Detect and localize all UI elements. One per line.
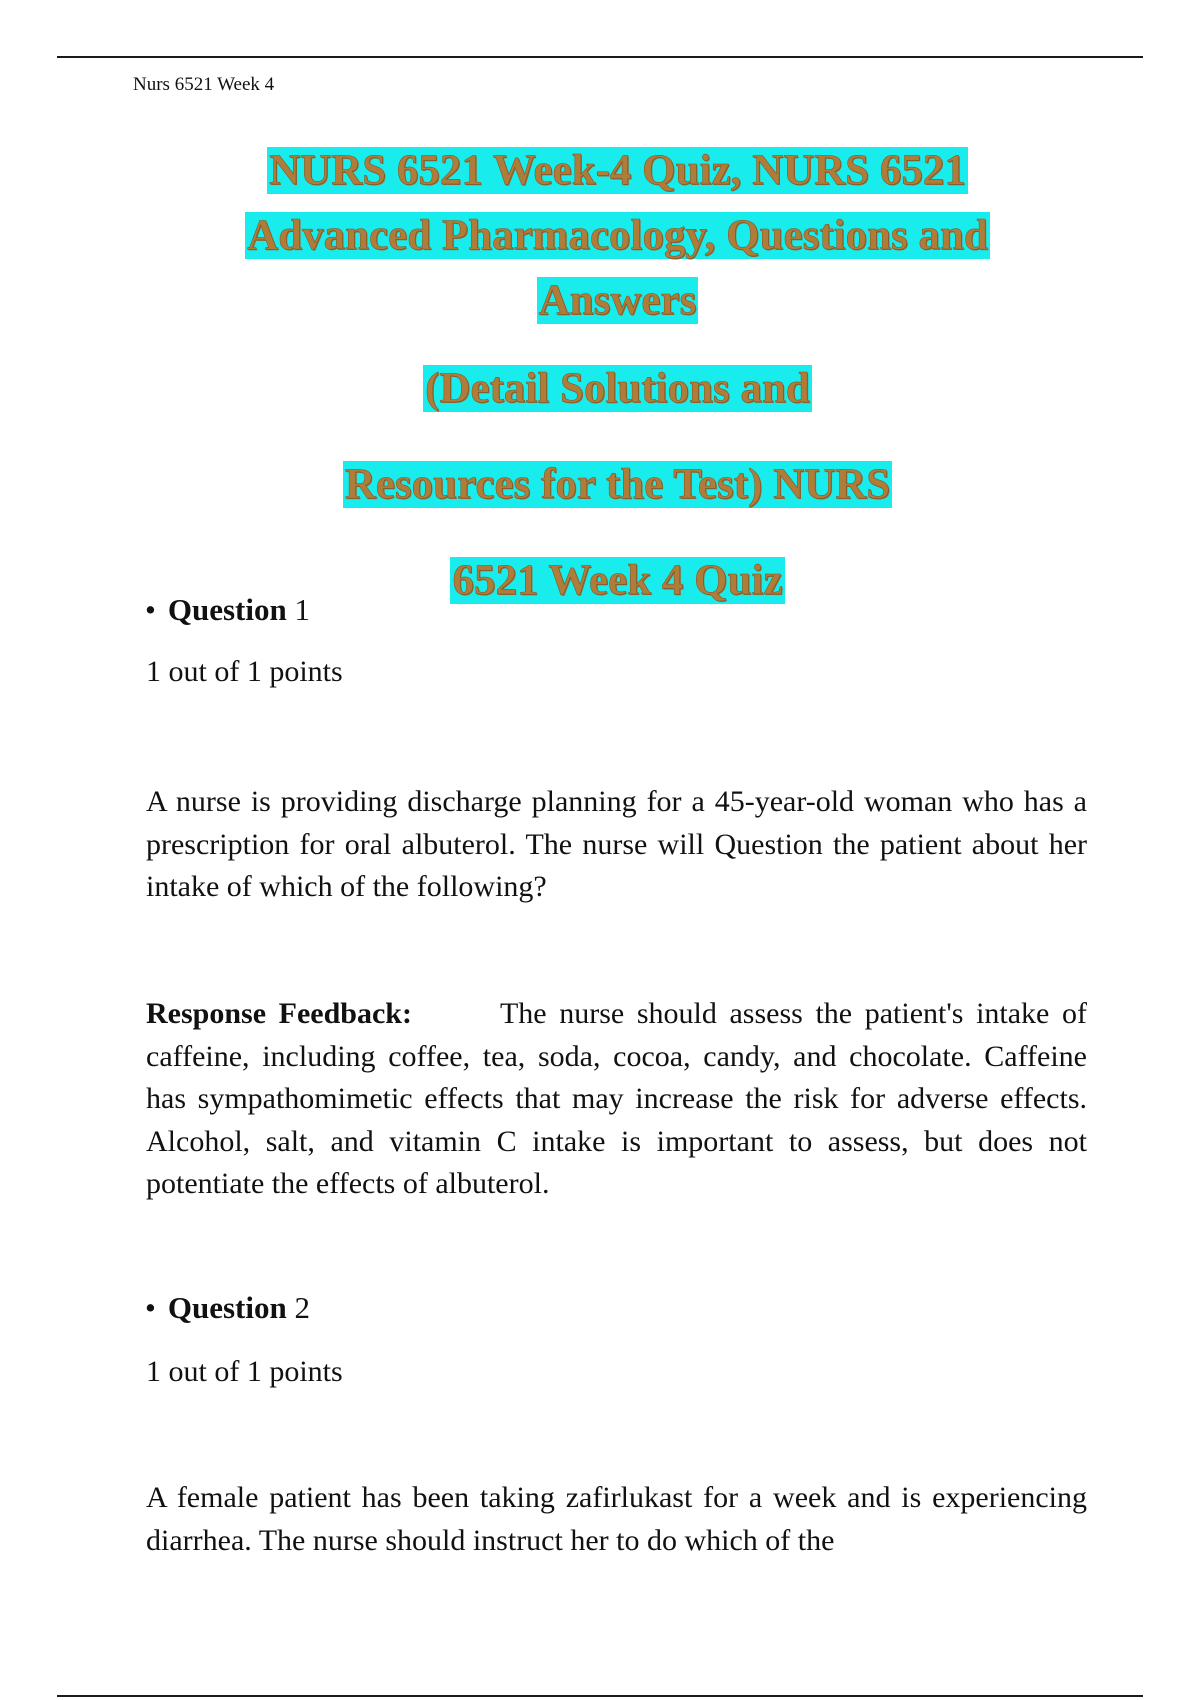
title-line-2: Advanced Pharmacology, Questions and xyxy=(247,212,988,259)
title-line-3: Answers xyxy=(538,277,697,324)
question-2-points: 1 out of 1 points xyxy=(146,1355,343,1388)
question-1-feedback xyxy=(146,993,1087,1206)
bullet-icon: • xyxy=(145,592,156,627)
document-title xyxy=(200,144,1035,616)
question-1-heading xyxy=(145,592,310,628)
title-line-1: NURS 6521 Week-4 Quiz, NURS 6521 xyxy=(269,147,966,194)
title-line-6: 6521 Week 4 Quiz xyxy=(452,557,783,604)
title-line-4: (Detail Solutions and xyxy=(425,365,810,412)
question-1-text: A nurse is providing discharge planning for a 45-year-old woman who has a prescription for oral albuterol. The nurse will Question the patient about her intake of which of the following? xyxy=(146,785,1087,903)
question-label: Question xyxy=(167,592,287,627)
footer-rule xyxy=(57,1695,1143,1697)
question-1-points: 1 out of 1 points xyxy=(146,655,343,688)
feedback-label: Response Feedback: xyxy=(146,997,412,1030)
question-number: 2 xyxy=(294,1290,310,1325)
bullet-icon: • xyxy=(145,1290,156,1325)
header-rule xyxy=(57,56,1143,58)
question-label: Question xyxy=(167,1290,287,1325)
question-2-text: A female patient has been taking zafirlukast for a week and is experiencing diarrhea. The nurse should instruct her to do which of the xyxy=(146,1481,1087,1557)
question-2-heading xyxy=(145,1290,310,1326)
title-line-5: Resources for the Test) NURS xyxy=(344,461,891,508)
feedback-text: The nurse should assess the patient's intake of caffeine, including coffee, tea, soda, cocoa, candy, and chocolate. Caffeine has sympathomimetic effects that may increase the risk for adverse effects. Alcohol, salt, and vitamin C intake is important to assess, but does not potentiate the effects of albuterol. xyxy=(146,997,1087,1200)
question-number: 1 xyxy=(294,592,310,627)
running-header: Nurs 6521 Week 4 xyxy=(133,74,275,95)
